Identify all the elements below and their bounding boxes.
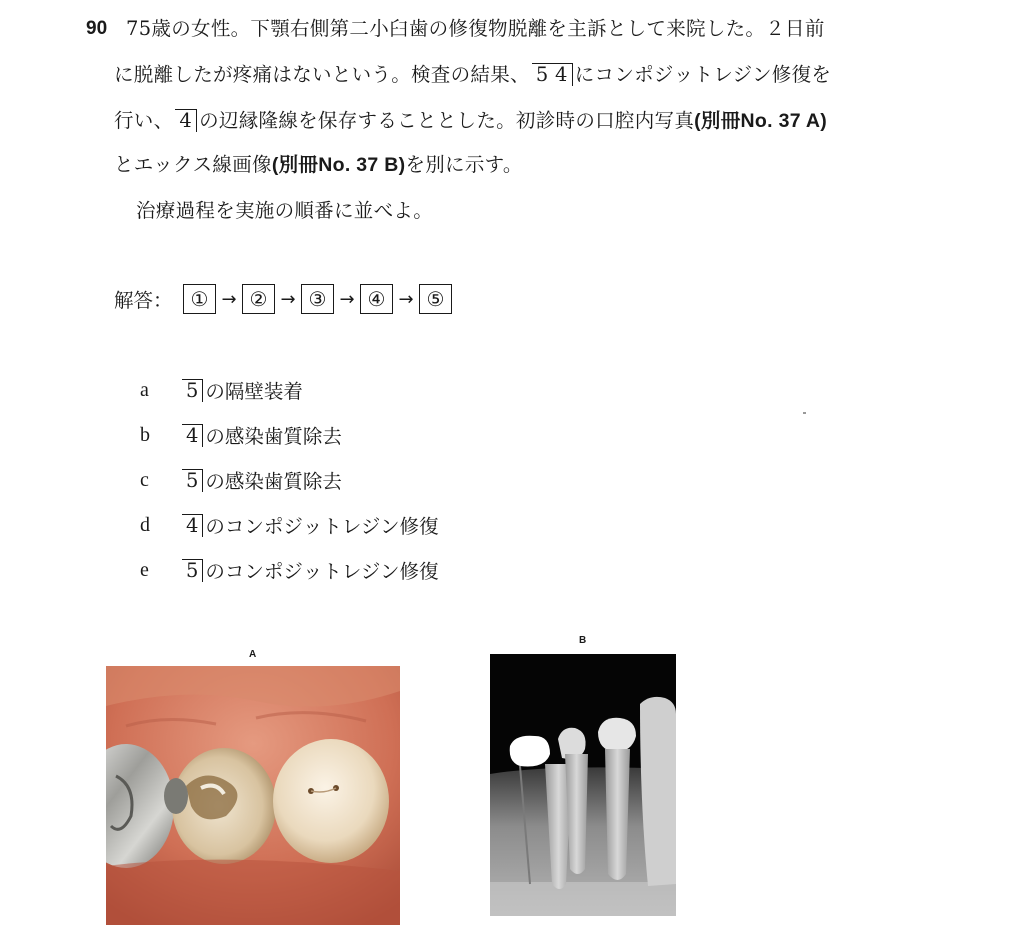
stem-text: とエックス線画像 xyxy=(114,153,272,176)
question-number: 90 xyxy=(86,18,108,39)
stem-text: にコンポジットレジン修復を xyxy=(574,63,832,86)
intraoral-photo-illustration xyxy=(106,666,400,925)
answer-box-1[interactable]: ① xyxy=(183,284,216,314)
stem-text: 行い、 xyxy=(114,109,174,132)
stem-line-3 xyxy=(114,106,827,136)
option-b[interactable] xyxy=(140,421,342,449)
option-letter: b xyxy=(140,423,150,446)
option-text: のコンポジットレジン修復 xyxy=(205,560,439,583)
option-letter: e xyxy=(140,558,149,581)
option-text: の感染歯質除去 xyxy=(205,470,342,493)
stem-line-1: 75歳の女性。下顎右側第二小臼歯の修復物脱離を主訴として来院した。２日前 xyxy=(126,17,825,40)
tooth-notation: 5 xyxy=(182,379,203,402)
option-text: の隔壁装着 xyxy=(205,380,303,403)
option-letter: c xyxy=(140,468,149,491)
dental-radiograph xyxy=(490,654,676,916)
option-e[interactable] xyxy=(140,556,438,584)
answer-label: 解答： xyxy=(114,289,173,312)
figure-b-label: B xyxy=(579,635,587,646)
answer-box-4[interactable]: ④ xyxy=(360,284,393,314)
figure-reference: (別冊No. 37 A) xyxy=(694,110,828,132)
instruction: 治療過程を実施の順番に並べよ。 xyxy=(136,199,434,222)
tooth-notation: 4 xyxy=(175,109,197,132)
arrow-icon: → xyxy=(339,288,355,310)
radiograph-illustration xyxy=(490,654,676,916)
stem-text: の辺縁隆線を保存することとした。初診時の口腔内写真 xyxy=(199,109,695,132)
scan-speck xyxy=(803,412,806,414)
tooth-notation: 5 xyxy=(182,469,203,492)
tooth-notation: 5 xyxy=(182,559,203,582)
stem-text: に脱離したが疼痛はないという。検査の結果、 xyxy=(114,63,530,86)
tooth-notation: 5 4 xyxy=(532,63,573,86)
option-a[interactable] xyxy=(140,376,303,404)
answer-box-5[interactable]: ⑤ xyxy=(419,284,452,314)
option-c[interactable] xyxy=(140,466,342,494)
tooth-notation: 4 xyxy=(182,514,203,537)
figure-a-label: A xyxy=(249,649,257,660)
option-d[interactable] xyxy=(140,511,438,539)
option-text: のコンポジットレジン修復 xyxy=(205,515,439,538)
arrow-icon: → xyxy=(280,288,296,310)
answer-box-3[interactable]: ③ xyxy=(301,284,334,314)
answer-sequence xyxy=(183,284,452,314)
stem-text: を別に示す。 xyxy=(405,153,523,176)
figure-reference: (別冊No. 37 B) xyxy=(271,154,406,176)
arrow-icon: → xyxy=(221,288,237,310)
option-letter: a xyxy=(140,378,149,401)
option-letter: d xyxy=(140,513,150,536)
stem-line-2 xyxy=(114,60,831,90)
intraoral-photo xyxy=(106,666,400,925)
stem-line-4 xyxy=(114,150,523,180)
option-text: の感染歯質除去 xyxy=(205,425,342,448)
arrow-icon: → xyxy=(398,288,414,310)
answer-box-2[interactable]: ② xyxy=(242,284,275,314)
tooth-notation: 4 xyxy=(182,424,203,447)
